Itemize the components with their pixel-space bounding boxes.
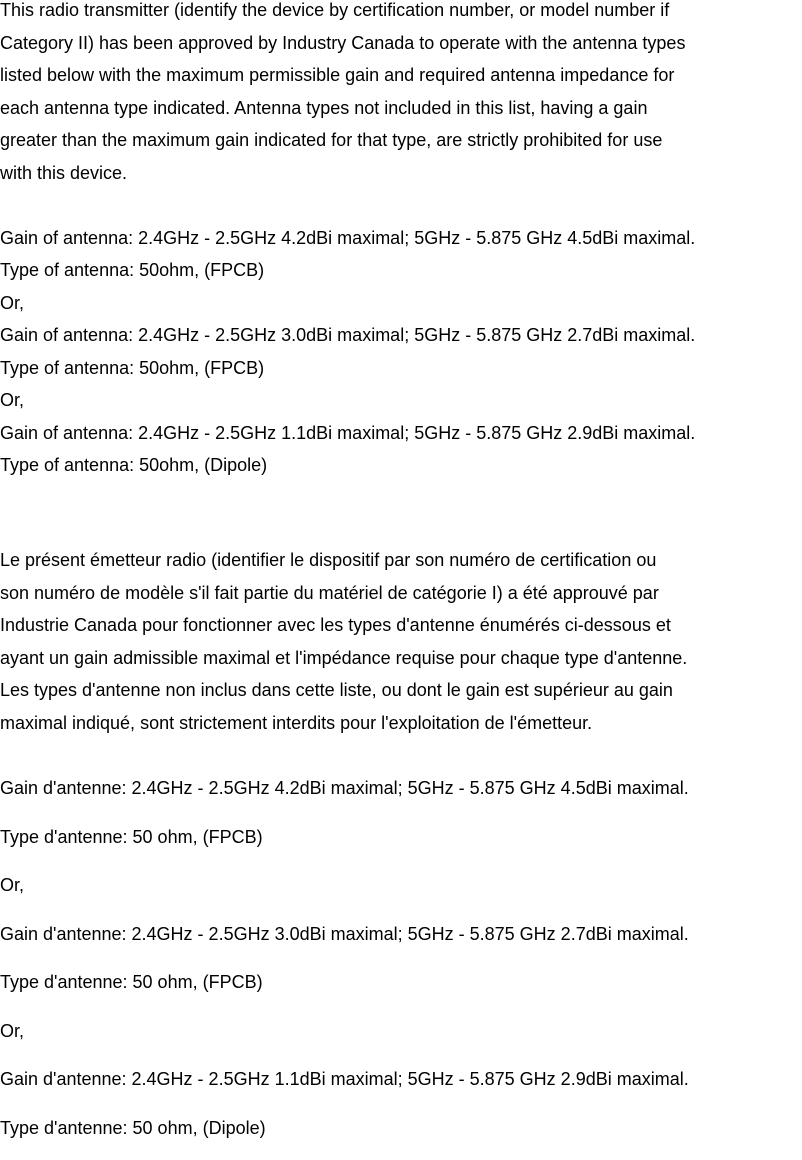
french-spec-or-1: Or, [0,869,689,918]
french-antenna-spec-list [0,772,689,1160]
french-spec-type-1: Type d'antenne: 50 ohm, (FPCB) [0,821,689,870]
french-intro-line: Les types d'antenne non inclus dans cette liste, ou dont le gain est supérieur au gain [0,674,802,707]
english-intro-line: This radio transmitter (identify the device by certification number, or model number if [0,0,802,27]
english-intro-line: each antenna type indicated. Antenna types not included in this list, having a gain [0,92,802,125]
french-spec-gain-3: Gain d'antenne: 2.4GHz - 2.5GHz 1.1dBi maximal; 5GHz - 5.875 GHz 2.9dBi maximal. [0,1063,689,1112]
english-spec-gain-1: Gain of antenna: 2.4GHz - 2.5GHz 4.2dBi maximal; 5GHz - 5.875 GHz 4.5dBi maximal. [0,222,802,255]
english-spec-or-1: Or, [0,287,802,320]
english-intro-line: Category II) has been approved by Industry Canada to operate with the antenna types [0,27,802,60]
spacer [0,189,802,222]
french-intro-line: son numéro de modèle s'il fait partie du matériel de catégorie I) a été approuvé par [0,577,802,610]
french-spec-or-2: Or, [0,1015,689,1064]
french-intro-line: Le présent émetteur radio (identifier le dispositif par son numéro de certification ou [0,544,802,577]
english-section [0,0,802,482]
french-intro-line: ayant un gain admissible maximal et l'impédance requise pour chaque type d'antenne. [0,642,802,675]
french-spec-gain-1: Gain d'antenne: 2.4GHz - 2.5GHz 4.2dBi maximal; 5GHz - 5.875 GHz 4.5dBi maximal. [0,772,689,821]
english-intro-line: greater than the maximum gain indicated for that type, are strictly prohibited for use [0,124,802,157]
french-intro-line: maximal indiqué, sont strictement interdits pour l'exploitation de l'émetteur. [0,707,802,740]
french-section [0,544,802,739]
french-spec-type-2: Type d'antenne: 50 ohm, (FPCB) [0,966,689,1015]
english-spec-type-1: Type of antenna: 50ohm, (FPCB) [0,254,802,287]
english-intro-line: listed below with the maximum permissible gain and required antenna impedance for [0,59,802,92]
english-intro-paragraph [0,0,802,189]
french-intro-line: Industrie Canada pour fonctionner avec les types d'antenne énumérés ci-dessous et [0,609,802,642]
english-spec-gain-2: Gain of antenna: 2.4GHz - 2.5GHz 3.0dBi maximal; 5GHz - 5.875 GHz 2.7dBi maximal. [0,319,802,352]
french-spec-gain-2: Gain d'antenne: 2.4GHz - 2.5GHz 3.0dBi maximal; 5GHz - 5.875 GHz 2.7dBi maximal. [0,918,689,967]
french-intro-paragraph [0,544,802,739]
english-antenna-spec-list [0,222,802,482]
english-spec-type-2: Type of antenna: 50ohm, (FPCB) [0,352,802,385]
english-spec-gain-3: Gain of antenna: 2.4GHz - 2.5GHz 1.1dBi maximal; 5GHz - 5.875 GHz 2.9dBi maximal. [0,417,802,450]
english-spec-or-2: Or, [0,384,802,417]
english-intro-line: with this device. [0,157,802,190]
french-spec-type-3: Type d'antenne: 50 ohm, (Dipole) [0,1112,689,1160]
english-spec-type-3: Type of antenna: 50ohm, (Dipole) [0,449,802,482]
